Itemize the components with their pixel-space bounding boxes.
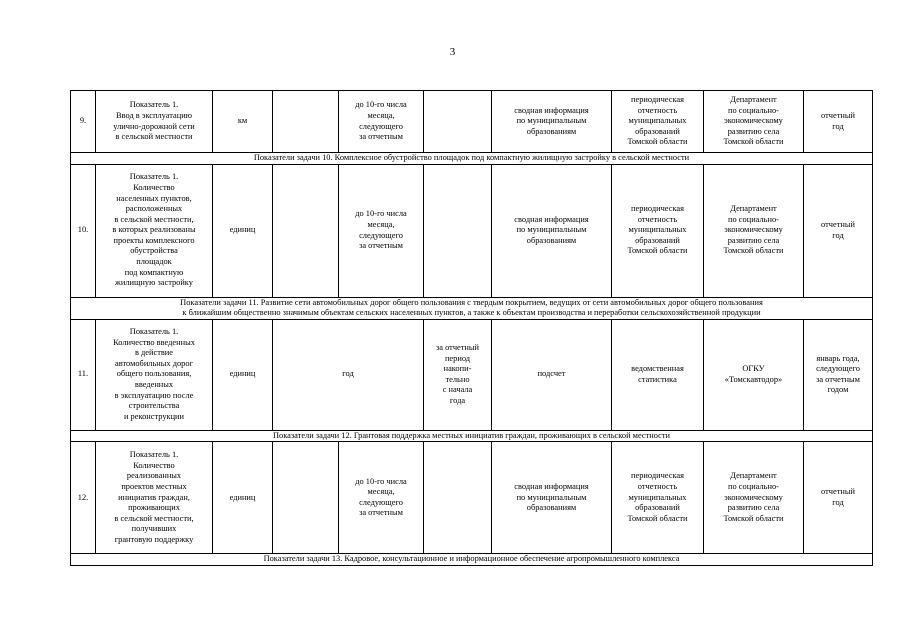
section-row <box>71 297 873 319</box>
method-cell: сводная информация по муниципальным образованиям <box>492 442 612 554</box>
indicator-cell: Показатель 1. Количество введенных в действие автомобильных дорог общего пользования, введенных в эксплуатацию после строительства и реконструкции <box>96 319 213 430</box>
table-row <box>71 319 873 430</box>
report-cell: отчетный год <box>804 442 873 554</box>
source-cell: периодическая отчетность муниципальных образований Томской области <box>612 442 704 554</box>
page-number: 3 <box>449 46 456 58</box>
empty-cell <box>273 91 339 153</box>
report-cell: отчетный год <box>804 164 873 297</box>
period-cell: за отчетный период накопи- тельно с начала года <box>424 319 492 430</box>
section-row <box>71 153 873 165</box>
section-row <box>71 430 873 442</box>
table-row <box>71 91 873 153</box>
timing-cell: до 10-го числа месяца, следующего за отчетным <box>339 91 424 153</box>
responsible-cell: Департамент по социально- экономическому развитию села Томской области <box>704 442 804 554</box>
source-cell: периодическая отчетность муниципальных образований Томской области <box>612 91 704 153</box>
indicators-table <box>70 90 873 566</box>
responsible-cell: Департамент по социально- экономическому развитию села Томской области <box>704 164 804 297</box>
unit-cell: единиц <box>213 442 273 554</box>
row-number: 10. <box>71 164 96 297</box>
report-cell: январь года, следующего за отчетным годом <box>804 319 873 430</box>
source-cell: ведомственная статистика <box>612 319 704 430</box>
indicator-cell: Показатель 1. Количество населенных пунктов, расположенных в сельской местности, в которых реализованы проекты комплексного обустройства площадок под компактную жилищную застройку <box>96 164 213 297</box>
method-cell: сводная информация по муниципальным образованиям <box>492 164 612 297</box>
period-cell <box>424 164 492 297</box>
timing-cell: год <box>273 319 424 430</box>
timing-cell: до 10-го числа месяца, следующего за отчетным <box>339 442 424 554</box>
section-heading-task13: Показатели задачи 13. Кадровое, консультационное и информационное обеспечение агропромышленного комплекса <box>71 554 873 566</box>
period-cell <box>424 91 492 153</box>
responsible-cell: ОГКУ «Томскавтодор» <box>704 319 804 430</box>
empty-cell <box>273 164 339 297</box>
indicator-cell: Показатель 1. Количество реализованных проектов местных инициатив граждан, проживающих в сельской местности, получивших грантовую поддержку <box>96 442 213 554</box>
method-cell: подсчет <box>492 319 612 430</box>
responsible-cell: Департамент по социально- экономическому развитию села Томской области <box>704 91 804 153</box>
method-cell: сводная информация по муниципальным образованиям <box>492 91 612 153</box>
period-cell <box>424 442 492 554</box>
table-row <box>71 164 873 297</box>
row-number: 12. <box>71 442 96 554</box>
section-heading-task11: Показатели задачи 11. Развитие сети автомобильных дорог общего пользования с твердым покрытием, ведущих от сети автомобильных дорог общего пользования к ближайшим общественно значимым объектам сельских населенных пунктов, а также к объектам производства и переработки сельскохозяйственной продукции <box>71 297 873 319</box>
section-heading-task10: Показатели задачи 10. Комплексное обустройство площадок под компактную жилищную застройку в сельской местности <box>71 153 873 165</box>
unit-cell: км <box>213 91 273 153</box>
section-row <box>71 554 873 566</box>
timing-cell: до 10-го числа месяца, следующего за отчетным <box>339 164 424 297</box>
indicator-cell: Показатель 1. Ввод в эксплуатацию улично-дорожной сети в сельской местности <box>96 91 213 153</box>
row-number: 9. <box>71 91 96 153</box>
source-cell: периодическая отчетность муниципальных образований Томской области <box>612 164 704 297</box>
empty-cell <box>273 442 339 554</box>
unit-cell: единиц <box>213 164 273 297</box>
table-row <box>71 442 873 554</box>
section-heading-task12: Показатели задачи 12. Грантовая поддержка местных инициатив граждан, проживающих в сельской местности <box>71 430 873 442</box>
unit-cell: единиц <box>213 319 273 430</box>
report-cell: отчетный год <box>804 91 873 153</box>
row-number: 11. <box>71 319 96 430</box>
